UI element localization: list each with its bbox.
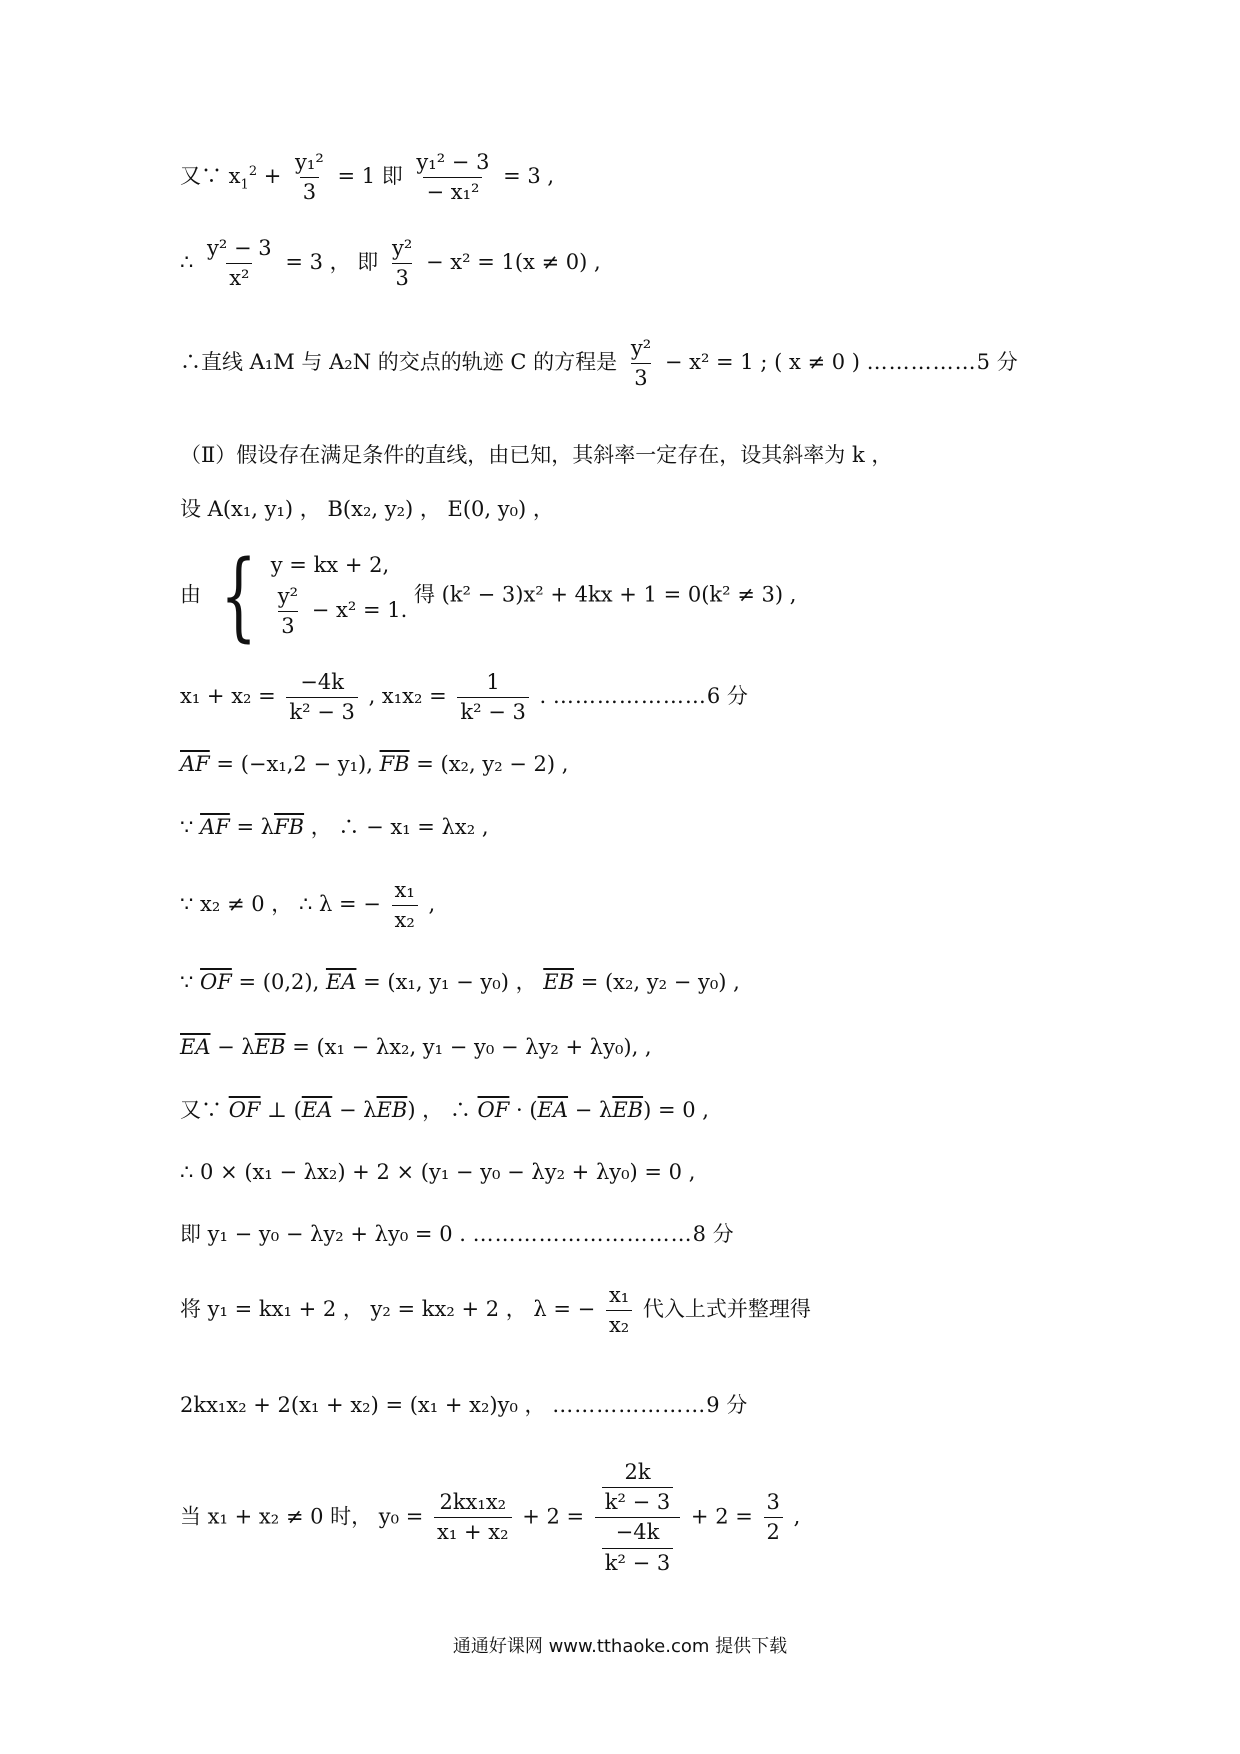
complex-fraction <box>595 1460 680 1576</box>
fraction: $\frac{\text{y₁²}}{3}$ <box>295 150 324 205</box>
equation-system <box>208 540 408 652</box>
vector: $\overline{OF}$ <box>200 970 232 994</box>
fraction: $\frac{2k}{\text{k² − 3}}$ <box>602 1460 673 1515</box>
system-equation-2: $\frac{\text{y²}}{3}$ − x² = 1. <box>271 584 408 639</box>
equation-line-13: 又∵ $\overline{OF}$ ⊥ $(\overline{EA} - \lambda\overline{EB})$ ， ∴ $\overline{OF} \cdot (\overline{EA} - \lambda\overline{EB}) = 0$ , <box>180 1098 709 1122</box>
fraction: $\frac{\text{y² − 3}}{\text{x²}}$ <box>207 236 272 291</box>
vector: $\overline{AF}$ <box>200 815 230 839</box>
vector: $\overline{EB}$ <box>612 1098 644 1122</box>
vector: $\overline{EB}$ <box>376 1098 408 1122</box>
vector: $\overline{EA}$ <box>180 1035 211 1059</box>
fraction: $\frac{\text{y²}}{3}$ <box>630 336 652 391</box>
left-brace: { <box>219 540 257 652</box>
vector: $\overline{EA}$ <box>301 1098 333 1122</box>
equation-line-18: 当 x₁ + x₂ ≠ 0 时， y₀ = $\frac{\text{2kx₁x₂}}{\text{x₁ + x₂}}$ + 2 = $\frac{\frac{2k}{\text{k² − 3}}}{\frac{-4k}{\text{k² − 3}}}$ + 2 = $\frac{3}{2}$ , <box>180 1460 801 1575</box>
fraction: $\frac{-4k}{\text{k² − 3}}$ <box>602 1520 673 1575</box>
vector: $\overline{FB}$ <box>274 815 305 839</box>
equation-line-10: ∵ x₂ ≠ 0 ， ∴ λ = − $\frac{\text{x₁}}{\text{x₂}}$ , <box>180 878 436 933</box>
score-label: 6 分 <box>706 684 748 709</box>
equation-line-1: 又∵ $x_1^2$ + $\frac{\text{y₁²}}{3}$ = 1 即 $\frac{\text{y₁² − 3}}{\text{− x₁²}}$ = 3 , <box>180 150 555 205</box>
vector: $\overline{EA}$ <box>537 1098 569 1122</box>
equation-line-2: ∴ $\frac{\text{y² − 3}}{\text{x²}}$ = 3 ， 即 $\frac{\text{y²}}{3}$ − x² = 1(x ≠ 0) , <box>180 236 601 291</box>
vector: $\overline{EB}$ <box>254 1035 286 1059</box>
leader-dots: …………… <box>866 350 977 375</box>
text-line-4: （Ⅱ）假设存在满足条件的直线，由已知，其斜率一定存在，设其斜率为 k ， <box>180 443 893 467</box>
equation-line-11: ∵ $\overline{OF} = (0,2)$, $\overline{EA} = (x_1$, y₁ − y₀) ， $\overline{EB} = (x_2$, y₂ − y₀) , <box>180 970 740 994</box>
equation-line-3: ∴直线 A₁M 与 A₂N 的交点的轨迹 C 的方程是 $\frac{\text{y²}}{3}$ − x² = 1 ; ( x ≠ 0 ) ……………5 分 <box>180 336 1018 391</box>
vector: $\overline{OF}$ <box>228 1098 261 1122</box>
text-line-5: 设 A(x₁, y₁) ， B(x₂, y₂) ， E(0, y₀) ， <box>180 497 554 521</box>
equation-line-16: 将 y₁ = kx₁ + 2 ， y₂ = kx₂ + 2 ， λ = − $\frac{\text{x₁}}{\text{x₂}}$ 代入上式并整理得 <box>180 1283 811 1338</box>
vector: $\overline{OF}$ <box>477 1098 510 1122</box>
vector: $\overline{FB}$ <box>379 752 410 776</box>
leader-dots: ………………… <box>552 684 707 709</box>
leader-dots: ………………… <box>552 1393 707 1417</box>
equation-line-8: $\overline{AF} = (-x_1,2 - y_1)$, $\overline{FB} = (x_2$, y₂ − 2) , <box>180 752 569 776</box>
equation-line-9: ∵ $\overline{AF} = \lambda\overline{FB}$ ， ∴ − x₁ = λx₂ , <box>180 815 489 839</box>
fraction: $\frac{3}{2}$ <box>764 1490 783 1545</box>
fraction: $\frac{\text{y²}}{3}$ <box>277 583 299 639</box>
vector: $\overline{EB}$ <box>543 970 575 994</box>
fraction: $\frac{\text{2kx₁x₂}}{\text{x₁ + x₂}}$ <box>434 1490 511 1545</box>
leader-dots: ………………………… <box>472 1222 693 1246</box>
fraction: $\frac{1}{\text{k² − 3}}$ <box>457 670 528 725</box>
score-label: 9 分 <box>706 1393 748 1417</box>
text-segment: = 1 即 <box>337 164 410 189</box>
fraction: $\frac{\text{y₁² − 3}}{\text{− x₁²}}$ <box>416 150 490 205</box>
fraction: $\frac{\text{x₁}}{\text{x₂}}$ <box>606 1283 632 1338</box>
score-label: 8 分 <box>692 1222 734 1246</box>
text-segment: + <box>257 164 289 189</box>
equation-line-7: x₁ + x₂ = $\frac{-4k}{\text{k² − 3}}$ , x₁x₂ = $\frac{1}{\text{k² − 3}}$ . …………………6 分 <box>180 670 748 725</box>
fraction: $\frac{\text{y²}}{3}$ <box>392 236 413 291</box>
score-label: 5 分 <box>976 350 1018 375</box>
text-segment: = 3 , <box>503 164 555 189</box>
equation-system-line: 由 { y = kx + 2, $\frac{\text{y²}}{3}$ − x² = 1. 得 (k² − 3)x² + 4kx + 1 = 0(k² ≠ 3) , <box>180 540 797 652</box>
equation-line-14: ∴ 0 × (x₁ − λx₂) + 2 × (y₁ − y₀ − λy₂ + λy₀) = 0 , <box>180 1160 696 1184</box>
page-footer: 通通好课网 www.tthaoke.com 提供下载 <box>452 1636 788 1657</box>
vector: $\overline{EA}$ <box>325 970 357 994</box>
fraction: $\frac{\text{x₁}}{\text{x₂}}$ <box>392 878 418 933</box>
equation-line-17: 2kx₁x₂ + 2(x₁ + x₂) = (x₁ + x₂)y₀ ， …………………9 分 <box>180 1393 748 1417</box>
vector: $\overline{AF}$ <box>180 752 210 776</box>
equation-line-12: $\overline{EA} - \lambda\overline{EB} = (x_1 - \lambda x_2$, y₁ − y₀ − λy₂ + λy₀), , <box>180 1035 652 1059</box>
fraction: $\frac{-4k}{\text{k² − 3}}$ <box>286 670 357 725</box>
system-equation-1: y = kx + 2, <box>270 552 390 577</box>
text-segment: 又∵ x <box>180 164 241 189</box>
equation-line-15: 即 y₁ − y₀ − λy₂ + λy₀ = 0 . …………………………8 分 <box>180 1222 734 1246</box>
